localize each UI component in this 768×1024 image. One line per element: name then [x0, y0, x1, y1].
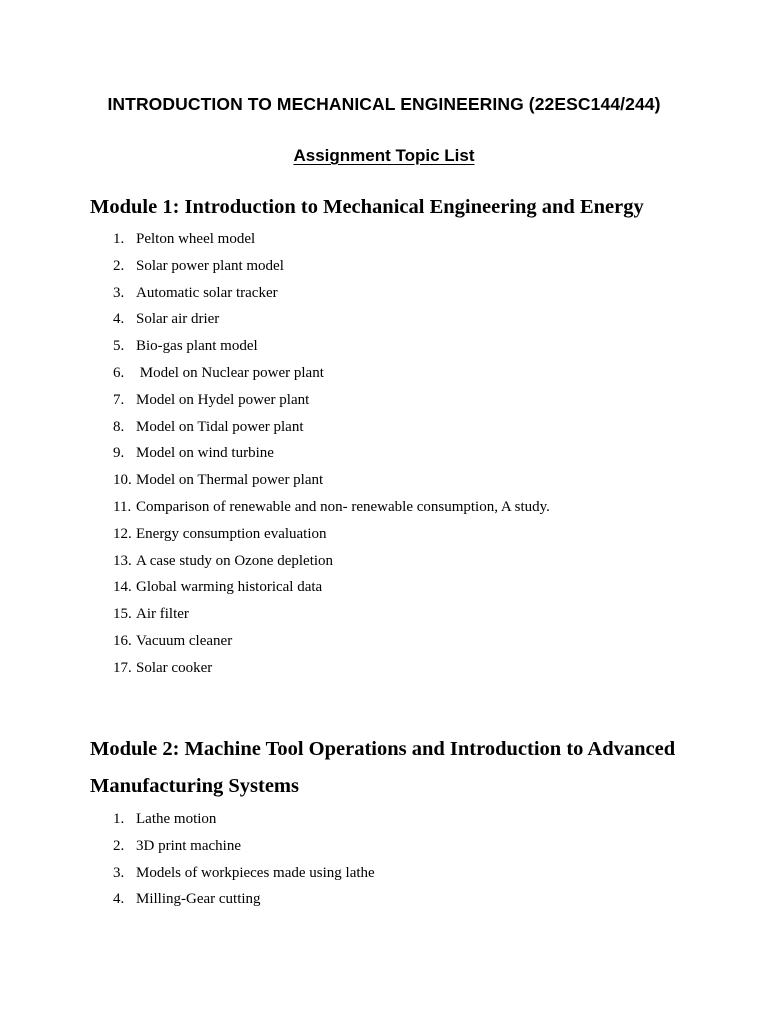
- topic-number: 9.: [113, 445, 125, 462]
- module-2-topic-list: [0, 808, 768, 915]
- topic-text: Global warming historical data: [136, 579, 323, 596]
- topic-number: 11.: [113, 498, 132, 515]
- document-title: INTRODUCTION TO MECHANICAL ENGINEERING (22ESC144/244): [107, 94, 661, 114]
- topic-item: [0, 576, 768, 603]
- topic-number: 3.: [113, 864, 125, 881]
- topic-number: 3.: [113, 284, 125, 301]
- topic-item: [0, 282, 768, 309]
- topic-number: 10.: [113, 472, 132, 489]
- module-2-heading-line-2: Manufacturing Systems: [90, 775, 299, 797]
- topic-number: 7.: [113, 391, 125, 408]
- topic-text: Model on Tidal power plant: [136, 418, 304, 435]
- topic-number: 15.: [113, 606, 132, 623]
- topic-text: Pelton wheel model: [136, 231, 256, 247]
- topic-text: Automatic solar tracker: [136, 284, 278, 301]
- topic-item: [0, 416, 768, 443]
- topic-number: 12.: [113, 525, 132, 542]
- topic-text: Models of workpieces made using lathe: [136, 864, 375, 881]
- topic-text: Energy consumption evaluation: [136, 525, 327, 542]
- topic-item: [0, 523, 768, 550]
- topic-text: A case study on Ozone depletion: [136, 552, 334, 569]
- topic-number: 16.: [113, 632, 132, 649]
- topic-item: [0, 389, 768, 416]
- module-1-heading-text: Module 1: Introduction to Mechanical Engineering and Energy: [90, 196, 644, 218]
- topic-item: [0, 862, 768, 889]
- topic-number: 1.: [113, 811, 125, 827]
- topic-item: [0, 888, 768, 915]
- topic-number: 1.: [113, 231, 125, 247]
- topic-number: 17.: [113, 659, 132, 676]
- topic-text: Model on Thermal power plant: [136, 472, 324, 489]
- topic-item: [0, 496, 768, 523]
- topic-text: Model on Nuclear power plant: [136, 364, 324, 381]
- topic-number: 6.: [113, 364, 125, 381]
- topic-text: Air filter: [136, 606, 189, 623]
- topic-number: 2.: [113, 837, 125, 854]
- topic-item: [0, 228, 768, 255]
- topic-text: Solar cooker: [136, 659, 213, 676]
- topic-item: [0, 255, 768, 282]
- topic-item: [0, 362, 768, 389]
- topic-number: 14.: [113, 579, 132, 596]
- topic-item: [0, 469, 768, 496]
- topic-number: 2.: [113, 257, 125, 274]
- topic-item: [0, 657, 768, 684]
- module-2-heading: [90, 731, 730, 805]
- topic-item: [0, 808, 768, 835]
- topic-text: Vacuum cleaner: [136, 632, 233, 649]
- module-1-heading: [90, 189, 730, 226]
- topic-number: 5.: [113, 338, 125, 355]
- topic-item: [0, 603, 768, 630]
- topic-text: 3D print machine: [136, 837, 241, 854]
- topic-text: Solar air drier: [136, 311, 220, 328]
- topic-item: [0, 835, 768, 862]
- topic-item: [0, 630, 768, 657]
- topic-number: 4.: [113, 891, 125, 908]
- topic-text: Solar power plant model: [136, 257, 284, 274]
- topic-number: 4.: [113, 311, 125, 328]
- topic-item: [0, 335, 768, 362]
- topic-item: [0, 550, 768, 577]
- document-subtitle-text: Assignment Topic List: [293, 146, 475, 165]
- document-subtitle: [0, 146, 768, 166]
- module-2-heading-line-1: Module 2: Machine Tool Operations and Introduction to Advanced: [90, 738, 676, 760]
- topic-item: [0, 442, 768, 469]
- topic-number: 8.: [113, 418, 125, 435]
- module-1-topic-list: [0, 228, 768, 684]
- topic-number: 13.: [113, 552, 132, 569]
- topic-text: Model on Hydel power plant: [136, 391, 310, 408]
- topic-text: Milling-Gear cutting: [136, 891, 261, 908]
- topic-text: Bio-gas plant model: [136, 338, 258, 355]
- topic-text: Lathe motion: [136, 811, 217, 827]
- topic-item: [0, 308, 768, 335]
- topic-text: Model on wind turbine: [136, 445, 274, 462]
- topic-text: Comparison of renewable and non- renewable consumption, A study.: [136, 498, 550, 515]
